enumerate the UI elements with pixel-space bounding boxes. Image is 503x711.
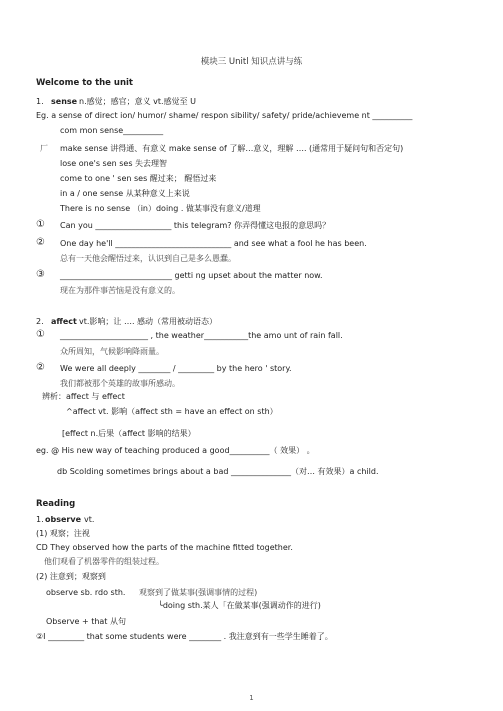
meaning-line: (2) 注意到；观察到 [36, 572, 106, 581]
example-line: com mon sense__________ [60, 126, 164, 135]
exercise-number: ① [36, 329, 45, 340]
phrase-line: in a / one sense 从某种意义上来说 [60, 189, 190, 198]
exercise-number: ② [36, 237, 45, 248]
item-number: 1. [36, 97, 44, 106]
exercise-line: ②I _________ that some students were ________ . 我注意到有一些学生睡着了。 [36, 632, 333, 641]
bracket-mark: 厂 [40, 144, 48, 153]
vocab-pos: vt. [84, 515, 95, 524]
translation-line: 他们观看了机器零件的组装过程。 [44, 557, 164, 566]
translation-line: 现在为那件事苦恼是没有意义的。 [60, 286, 180, 295]
vocab-word-affect: affect [51, 317, 77, 326]
example-line: db Scolding sometimes brings about a bad _______________（对… 有效果）a child. [57, 467, 379, 476]
pattern-note: 观察到了做某事(强调事情的过程) [139, 588, 258, 597]
translation-line: 我们都被那个英雄的故事所感动。 [60, 379, 180, 388]
vocab-definition: vt.影响；让 …. 感动（常用被动语态） [79, 317, 218, 326]
exercise-line: We were all deeply ________ / _________ by the hero ' story. [60, 364, 292, 373]
vocab-word-observe: observe [45, 515, 81, 524]
exercise-line: ____________________________ getti ng upset about the matter now. [60, 271, 323, 280]
translation-line: 总有一天他会醒悟过来，认识到自己是多么愚蠢。 [60, 254, 236, 263]
exercise-number: ③ [36, 269, 45, 280]
exercise-line: One day he'll _____________________________ and see what a fool he has been. [60, 239, 367, 248]
example-line: CD They observed how the parts of the machine fitted together. [36, 543, 293, 552]
phrase-line: come to one ' sen ses 醒过来； 醒悟过来 [60, 174, 217, 183]
compare-line: [effect n.后果（affect 影响的结果） [62, 429, 196, 438]
example-line: eg. @ His new way of teaching produced a good__________（ 效果） 。 [36, 446, 315, 455]
pattern-line: observe sb. rdo sth. [46, 588, 126, 597]
phrase-line: There is no sense （in）doing . 做某事没有意义/道理 [60, 204, 261, 213]
item-number: 2. [36, 317, 44, 326]
section-heading-welcome: Welcome to the unit [36, 78, 133, 88]
vocab-definition: n.感觉；感官；意义 vt.感觉至 U [79, 97, 196, 106]
phrase-line: lose one's sen ses 失去理智 [60, 159, 168, 168]
compare-line: ^affect vt. 影响（affect sth = have an effect on sth） [66, 407, 278, 416]
compare-line: 辨析：affect 与 effect [42, 392, 125, 401]
exercise-number: ② [36, 362, 45, 373]
translation-line: 众所周知，气候影响降雨量。 [60, 347, 164, 356]
page-number: 1 [249, 694, 254, 702]
vocab-word-sense: sense [51, 97, 78, 106]
exercise-number: ① [36, 219, 45, 230]
section-heading-reading: Reading [36, 499, 76, 509]
item-number: 1. [36, 515, 44, 524]
exercise-line: ______________________ , the weather___________the amo unt of rain fall. [60, 331, 343, 340]
phrase-line: make sense 讲得通、有意义 make sense of 了解…意义，理解 …. (通常用于疑问句和否定句) [60, 144, 404, 153]
pattern-line: Observe + that 从句 [46, 617, 126, 626]
pattern-line: ╰doing sth.某人「在做某事(强调动作的进行) [158, 601, 321, 610]
page-title: 模块三 Unitl 知识点讲与练 [200, 57, 303, 67]
example-line: Eg. a sense of direct ion/ humor/ shame/ respon sibility/ safety/ pride/achieveme nt __________ [36, 111, 413, 120]
meaning-line: (1) 观察；注视 [36, 529, 90, 538]
exercise-line: Can you ___________________ this telegram? 你弄得懂这电报的意思吗？ [60, 221, 331, 230]
